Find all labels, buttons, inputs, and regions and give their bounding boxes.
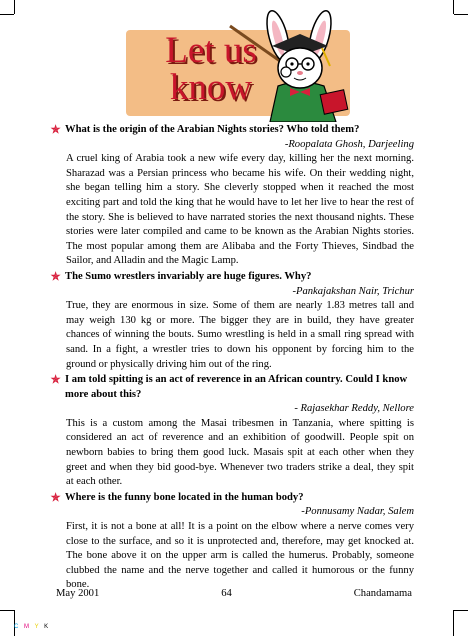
star-bullet-icon: ✯ [51,491,61,504]
crop-mark [0,14,14,15]
crop-mark [453,610,454,636]
question-text: The Sumo wrestlers invariably are huge figures. Why? [65,270,312,282]
bunny-professor-illustration [226,6,356,122]
asker-credit: - Rajasekhar Reddy, Nellore [294,403,414,415]
qa-content [48,122,414,593]
magazine-name: Chandamama [353,588,412,599]
qa-item [48,123,414,269]
page-footer [56,588,412,599]
answer-text: A cruel king of Arabia took a new wife every day, killing her the next morning. Sharazad was a Persian princess who became his wife. On their wedding night, she began telling him a story. She cleverly stopped when it reached the most exciting part and told the king that he would have to let her live to hear the rest of the story. She is believed to have narrated stories the next thousand nights. These stories were later compiled and came to be known as the Arabian Nights stories. The most popular among them are Alibaba and the Forty Thieves, Sindbad the Sailor, and Alladin and the Magic Lamp. [66,153,414,267]
answer-text: First, it is not a bone at all! It is a point on the elbow where a nerve comes very close to the surface, and so it is unprotected and, therefore, may get knocked at. The bone above it on the upper arm is called the humerus. Probably, someone clubbed the name and the nerve together and called it humorous or the funny bone. [66,521,414,591]
crop-mark [0,610,14,611]
asker-credit: -Ponnusamy Nadar, Salem [301,506,414,518]
issue-date: May 2001 [56,588,100,599]
qa-item [48,373,414,490]
banner-line-1: Let us [165,30,257,71]
question-text: What is the origin of the Arabian Nights stories? Who told them? [65,124,360,135]
cmyk-k: K [44,624,51,630]
crop-mark [454,14,468,15]
question [48,373,414,402]
asker-credit: -Roopalata Ghosh, Darjeeling [284,138,414,150]
asker-credit: -Pankajakshan Nair, Trichur [292,285,414,297]
crop-mark [453,0,454,14]
answer-text: True, they are enormous in size. Some of them are nearly 1.83 metres tall and may weigh 130 kg or more. The bigger they are in build, they have greater chances of winning the bouts. Sumo wrestling is held in a small ring spread with sand. In a fight, a wrestler tries to down his opponent by forcing him to the ground or physically driving him out of the ring. [66,300,414,370]
question [48,123,414,138]
star-bullet-icon: ✯ [51,270,61,283]
star-bullet-icon: ✯ [51,124,61,136]
question-text: I am told spitting is an act of reverence in an African country. Could I know more about this? [65,374,408,400]
cmyk-print-marks [14,624,50,630]
question [48,270,414,285]
cmyk-m: M [24,624,32,630]
crop-mark [14,0,15,14]
cmyk-c: C [14,624,21,630]
question [48,491,414,506]
crop-mark [14,610,15,636]
cmyk-y: Y [34,624,41,630]
crop-mark [454,610,468,611]
star-bullet-icon: ✯ [51,374,61,387]
page-number: 64 [221,588,232,599]
question-text: Where is the funny bone located in the human body? [65,491,304,503]
answer-text: This is a custom among the Masai tribesmen in Tanzania, where spitting is considered an act of reverence and an exhibition of goodwill. People spit on newborn babies to bring them good luck. Masais spit at each other when they greet and when they bid good-bye. Whenever two traders strike a deal, they spit at each other. [66,417,414,488]
qa-item [48,491,414,593]
banner-line-2: know [169,67,253,108]
qa-item [48,270,414,372]
